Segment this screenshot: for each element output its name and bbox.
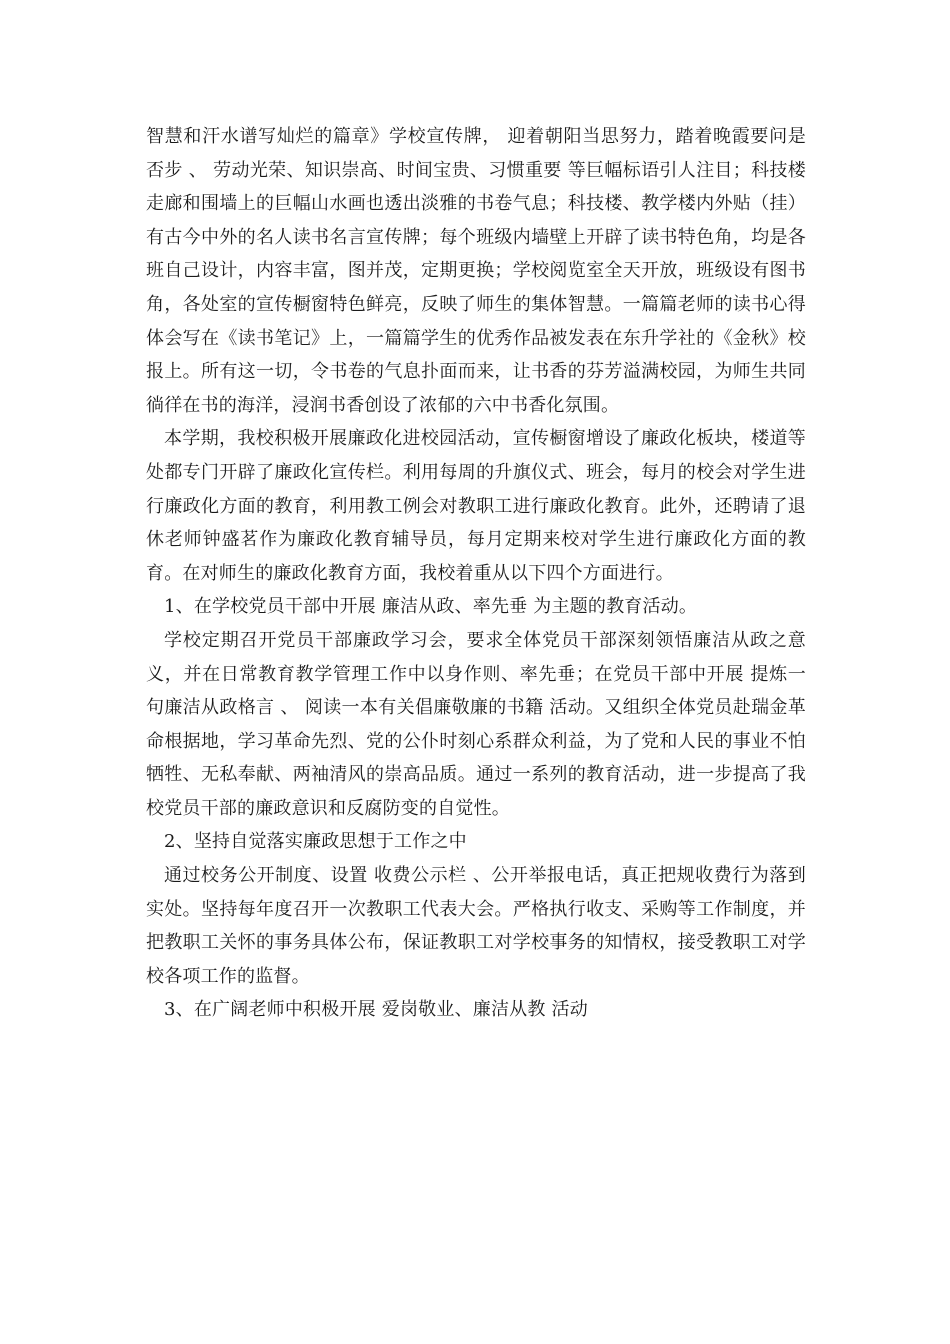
section-heading-2: 2、坚持自觉落实廉政思想于工作之中 xyxy=(164,831,467,853)
paragraph-party-education: 学校定期召开党员干部廉政学习会，要求全体党员干部深刻领悟廉洁从政之意义，并在日常教育教学管理工作中以身作则、率先垂；在党员干部中开展 提炼一句廉洁从政格言 、 阅读一本有关倡廉敬廉的书籍 活动。又组织全体党员赴瑞金革命根据地，学习革命先烈、党的公仆时刻心系群众利益，为了党和人民的事业不怕牺牲、无私奉献、两袖清风的崇高品质。通过一系列的教育活动，进一步提高了我校党员干部的廉政意识和反腐防变的自觉性。 xyxy=(146,629,806,819)
paragraph-transparency: 通过校务公开制度、设置 收费公示栏 、公开举报电话，真正把规收费行为落到实处。坚持每年度召开一次教职工代表大会。严格执行收支、采购等工作制度，并把教职工关怀的事务具体公布，保证教职工对学校事务的知情权，接受教职工对学校各项工作的监督。 xyxy=(146,865,806,987)
section-heading-1: 1、在学校党员干部中开展 廉洁从政、率先垂 为主题的教育活动。 xyxy=(164,596,698,618)
paragraph-integrity-campaign: 本学期，我校积极开展廉政化进校园活动，宣传橱窗增设了廉政化板块，楼道等处都专门开辟了廉政化宣传栏。利用每周的升旗仪式、班会，每月的校会对学生进行廉政化方面的教育，利用教工例会对教职工进行廉政化教育。此外，还聘请了退休老师钟盛茗作为廉政化教育辅导员，每月定期来校对学生进行廉政化方面的教育。在对师生的廉政化教育方面，我校着重从以下四个方面进行。 xyxy=(146,428,806,584)
paragraph-reading-culture: 智慧和汗水谱写灿烂的篇章》学校宣传牌， 迎着朝阳当思努力，踏着晚霞要问是否步 、 劳动光荣、知识崇高、时间宝贵、习惯重要 等巨幅标语引人注目；科技楼走廊和围墙上的巨幅山水画也透出淡雅的书卷气息；科技楼、教学楼内外贴（挂）有古今中外的名人读书名言宣传牌；每个班级内墙壁上开辟了读书特色角，均是各班自己设计，内容丰富，图并茂，定期更换；学校阅览室全天开放，班级设有图书角，各处室的宣传橱窗特色鲜亮，反映了师生的集体智慧。一篇篇老师的读书心得体会写在《读书笔记》上，一篇篇学生的优秀作品被发表在东升学社的《金秋》校报上。所有这一切，令书卷的气息扑面而来，让书香的芬芳溢满校园，为师生共同徜徉在书的海洋，浸润书香创设了浓郁的六中书香化氛围。 xyxy=(146,126,806,416)
section-heading-3: 3、在广阔老师中积极开展 爱岗敬业、廉洁从教 活动 xyxy=(164,999,588,1021)
document-body xyxy=(146,120,806,1027)
